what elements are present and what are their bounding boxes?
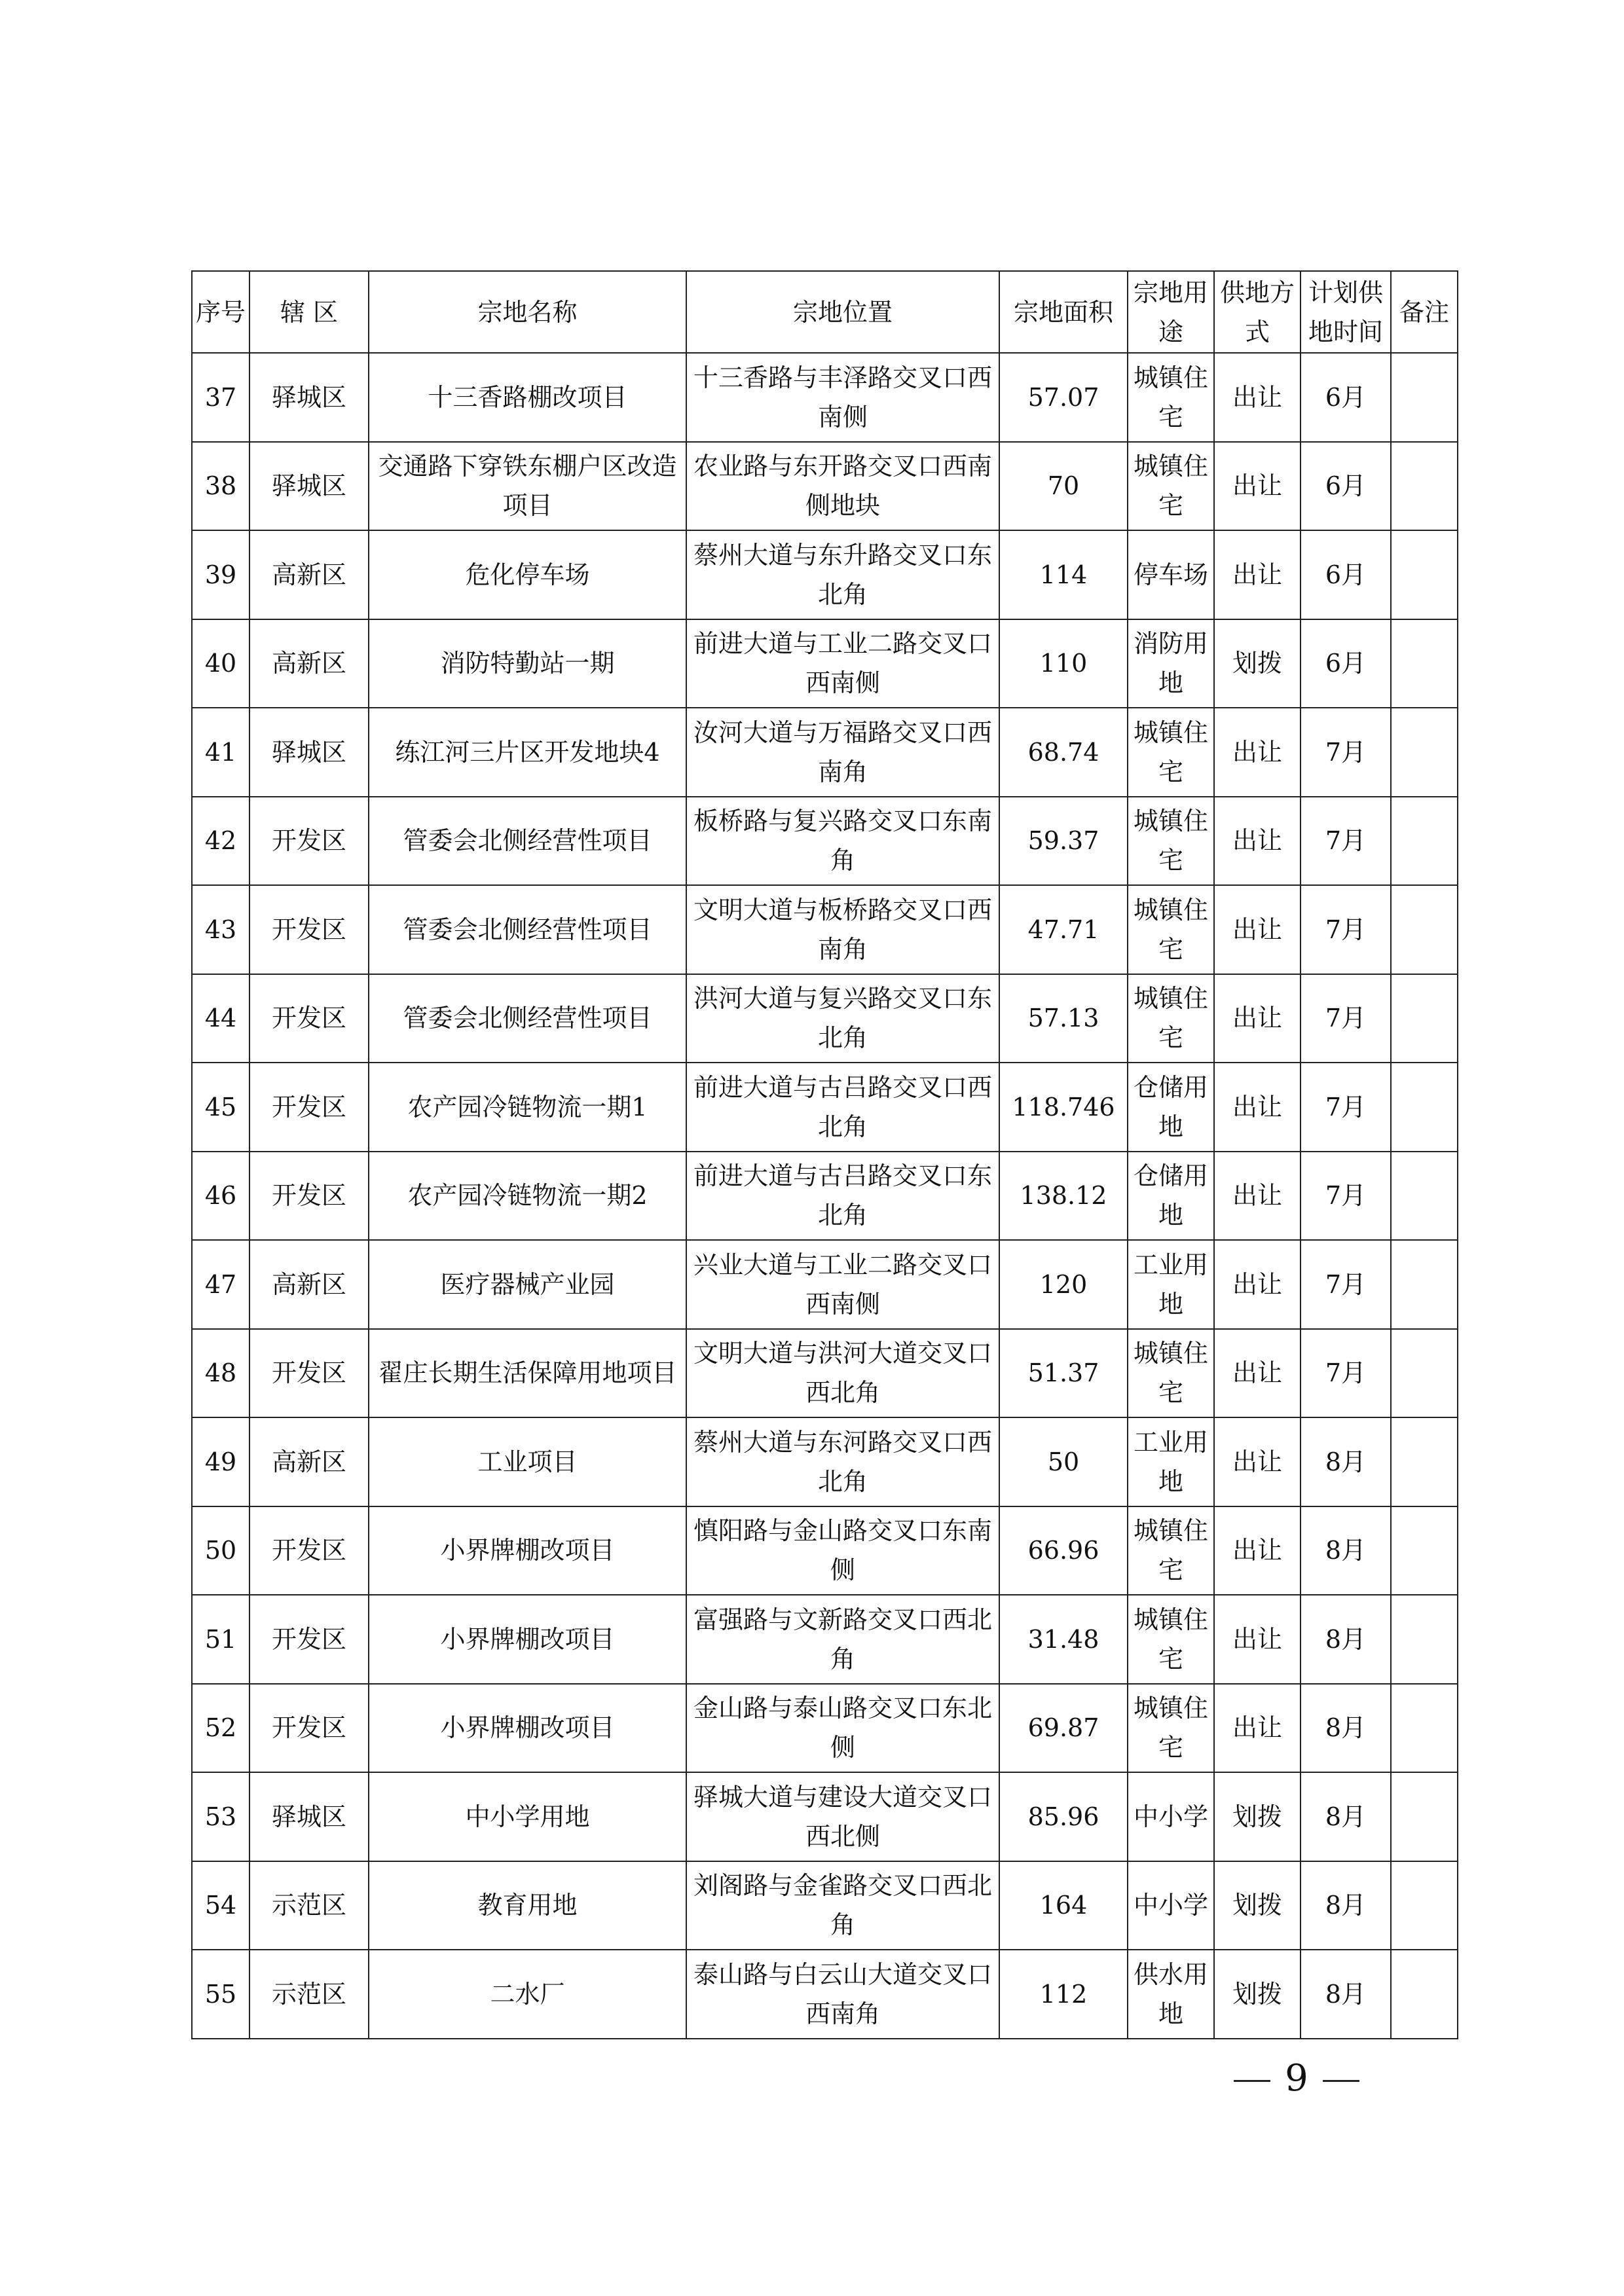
cell-remarks [1391, 1417, 1458, 1506]
cell-location: 前进大道与古吕路交叉口西北角 [686, 1063, 999, 1152]
cell-planned-time: 6月 [1301, 530, 1391, 619]
cell-planned-time: 8月 [1301, 1950, 1391, 2039]
cell-remarks [1391, 708, 1458, 797]
cell-location: 文明大道与洪河大道交叉口西北角 [686, 1329, 999, 1418]
cell-area: 59.37 [999, 797, 1128, 886]
cell-seq: 40 [192, 619, 249, 708]
cell-location: 兴业大道与工业二路交叉口西南侧 [686, 1240, 999, 1329]
cell-seq: 38 [192, 442, 249, 531]
cell-usage: 城镇住宅 [1128, 797, 1214, 886]
table-row [192, 1329, 1458, 1418]
cell-district: 高新区 [249, 1417, 369, 1506]
cell-usage: 城镇住宅 [1128, 708, 1214, 797]
cell-district: 驿城区 [249, 1772, 369, 1861]
table-row [192, 974, 1458, 1063]
cell-district: 高新区 [249, 619, 369, 708]
cell-supply-method: 出让 [1214, 1684, 1301, 1773]
cell-area: 51.37 [999, 1329, 1128, 1418]
cell-supply-method: 出让 [1214, 1506, 1301, 1595]
cell-usage: 消防用地 [1128, 619, 1214, 708]
cell-seq: 45 [192, 1063, 249, 1152]
cell-remarks [1391, 530, 1458, 619]
cell-remarks [1391, 1772, 1458, 1861]
cell-seq: 46 [192, 1152, 249, 1241]
cell-parcel-name: 练江河三片区开发地块4 [369, 708, 686, 797]
cell-seq: 44 [192, 974, 249, 1063]
header-area: 宗地面积 [999, 271, 1128, 353]
cell-area: 110 [999, 619, 1128, 708]
cell-supply-method: 出让 [1214, 1595, 1301, 1684]
cell-seq: 49 [192, 1417, 249, 1506]
cell-parcel-name: 危化停车场 [369, 530, 686, 619]
cell-location: 前进大道与工业二路交叉口西南侧 [686, 619, 999, 708]
cell-planned-time: 7月 [1301, 1329, 1391, 1418]
footer-dash-left [1234, 2080, 1270, 2082]
cell-usage: 工业用地 [1128, 1240, 1214, 1329]
cell-parcel-name: 管委会北侧经营性项目 [369, 885, 686, 974]
cell-supply-method: 出让 [1214, 442, 1301, 531]
cell-planned-time: 6月 [1301, 353, 1391, 442]
cell-remarks [1391, 885, 1458, 974]
table-row [192, 797, 1458, 886]
cell-remarks [1391, 1063, 1458, 1152]
cell-remarks [1391, 353, 1458, 442]
cell-remarks [1391, 1861, 1458, 1950]
cell-area: 118.746 [999, 1063, 1128, 1152]
cell-parcel-name: 管委会北侧经营性项目 [369, 797, 686, 886]
cell-usage: 仓储用地 [1128, 1152, 1214, 1241]
cell-parcel-name: 交通路下穿铁东棚户区改造项目 [369, 442, 686, 531]
land-supply-table [191, 270, 1458, 2039]
cell-remarks [1391, 1506, 1458, 1595]
table-row [192, 1506, 1458, 1595]
footer-dash-right [1323, 2080, 1359, 2082]
table-row [192, 442, 1458, 531]
cell-parcel-name: 小界牌棚改项目 [369, 1595, 686, 1684]
table-row [192, 708, 1458, 797]
cell-usage: 城镇住宅 [1128, 974, 1214, 1063]
cell-remarks [1391, 1684, 1458, 1773]
cell-district: 开发区 [249, 1063, 369, 1152]
cell-district: 驿城区 [249, 442, 369, 531]
page-footer [1198, 2056, 1395, 2102]
cell-area: 68.74 [999, 708, 1128, 797]
cell-usage: 城镇住宅 [1128, 442, 1214, 531]
cell-remarks [1391, 1329, 1458, 1418]
cell-location: 蔡州大道与东升路交叉口东北角 [686, 530, 999, 619]
cell-seq: 48 [192, 1329, 249, 1418]
cell-planned-time: 8月 [1301, 1684, 1391, 1773]
cell-location: 十三香路与丰泽路交叉口西南侧 [686, 353, 999, 442]
cell-district: 开发区 [249, 1329, 369, 1418]
cell-supply-method: 划拨 [1214, 1772, 1301, 1861]
cell-planned-time: 6月 [1301, 619, 1391, 708]
cell-usage: 中小学 [1128, 1861, 1214, 1950]
table-body [192, 353, 1458, 2039]
cell-parcel-name: 十三香路棚改项目 [369, 353, 686, 442]
header-remarks: 备注 [1391, 271, 1458, 353]
table-row [192, 885, 1458, 974]
cell-usage: 仓储用地 [1128, 1063, 1214, 1152]
cell-area: 50 [999, 1417, 1128, 1506]
cell-district: 开发区 [249, 885, 369, 974]
cell-area: 138.12 [999, 1152, 1128, 1241]
cell-location: 板桥路与复兴路交叉口东南角 [686, 797, 999, 886]
cell-supply-method: 出让 [1214, 1329, 1301, 1418]
cell-location: 蔡州大道与东河路交叉口西北角 [686, 1417, 999, 1506]
cell-seq: 41 [192, 708, 249, 797]
cell-seq: 47 [192, 1240, 249, 1329]
table-row [192, 1417, 1458, 1506]
cell-planned-time: 8月 [1301, 1506, 1391, 1595]
table-row [192, 1861, 1458, 1950]
cell-district: 开发区 [249, 1506, 369, 1595]
cell-planned-time: 7月 [1301, 708, 1391, 797]
cell-district: 开发区 [249, 797, 369, 886]
table-row [192, 530, 1458, 619]
cell-supply-method: 出让 [1214, 353, 1301, 442]
header-location: 宗地位置 [686, 271, 999, 353]
cell-district: 高新区 [249, 530, 369, 619]
cell-area: 47.71 [999, 885, 1128, 974]
header-usage: 宗地用途 [1128, 271, 1214, 353]
cell-area: 114 [999, 530, 1128, 619]
cell-remarks [1391, 1152, 1458, 1241]
cell-seq: 50 [192, 1506, 249, 1595]
cell-supply-method: 出让 [1214, 530, 1301, 619]
cell-supply-method: 划拨 [1214, 1950, 1301, 2039]
cell-area: 164 [999, 1861, 1128, 1950]
cell-usage: 停车场 [1128, 530, 1214, 619]
cell-planned-time: 7月 [1301, 974, 1391, 1063]
cell-remarks [1391, 1240, 1458, 1329]
cell-usage: 供水用地 [1128, 1950, 1214, 2039]
cell-usage: 城镇住宅 [1128, 885, 1214, 974]
table-row [192, 619, 1458, 708]
cell-area: 70 [999, 442, 1128, 531]
header-district: 辖 区 [249, 271, 369, 353]
cell-parcel-name: 医疗器械产业园 [369, 1240, 686, 1329]
cell-supply-method: 出让 [1214, 1417, 1301, 1506]
cell-supply-method: 出让 [1214, 1240, 1301, 1329]
cell-supply-method: 出让 [1214, 1063, 1301, 1152]
cell-parcel-name: 农产园冷链物流一期1 [369, 1063, 686, 1152]
cell-location: 洪河大道与复兴路交叉口东北角 [686, 974, 999, 1063]
cell-planned-time: 7月 [1301, 1152, 1391, 1241]
cell-planned-time: 7月 [1301, 1240, 1391, 1329]
cell-location: 金山路与泰山路交叉口东北侧 [686, 1684, 999, 1773]
cell-planned-time: 7月 [1301, 797, 1391, 886]
table-row [192, 1950, 1458, 2039]
cell-parcel-name: 翟庄长期生活保障用地项目 [369, 1329, 686, 1418]
cell-area: 120 [999, 1240, 1128, 1329]
table-row [192, 1152, 1458, 1241]
cell-location: 汝河大道与万福路交叉口西南角 [686, 708, 999, 797]
cell-remarks [1391, 1595, 1458, 1684]
cell-supply-method: 出让 [1214, 708, 1301, 797]
cell-remarks [1391, 1950, 1458, 2039]
cell-usage: 城镇住宅 [1128, 1595, 1214, 1684]
cell-parcel-name: 消防特勤站一期 [369, 619, 686, 708]
cell-seq: 53 [192, 1772, 249, 1861]
cell-area: 66.96 [999, 1506, 1128, 1595]
cell-parcel-name: 工业项目 [369, 1417, 686, 1506]
cell-seq: 51 [192, 1595, 249, 1684]
cell-parcel-name: 小界牌棚改项目 [369, 1684, 686, 1773]
cell-location: 富强路与文新路交叉口西北角 [686, 1595, 999, 1684]
header-seq: 序号 [192, 271, 249, 353]
cell-district: 示范区 [249, 1950, 369, 2039]
cell-district: 驿城区 [249, 708, 369, 797]
cell-parcel-name: 管委会北侧经营性项目 [369, 974, 686, 1063]
cell-remarks [1391, 619, 1458, 708]
header-planned-time: 计划供地时间 [1301, 271, 1391, 353]
cell-parcel-name: 农产园冷链物流一期2 [369, 1152, 686, 1241]
cell-location: 前进大道与古吕路交叉口东北角 [686, 1152, 999, 1241]
cell-seq: 43 [192, 885, 249, 974]
cell-supply-method: 划拨 [1214, 1861, 1301, 1950]
header-parcel-name: 宗地名称 [369, 271, 686, 353]
cell-supply-method: 出让 [1214, 974, 1301, 1063]
cell-area: 85.96 [999, 1772, 1128, 1861]
cell-location: 泰山路与白云山大道交叉口西南角 [686, 1950, 999, 2039]
cell-supply-method: 出让 [1214, 1152, 1301, 1241]
table-row [192, 1684, 1458, 1773]
cell-seq: 39 [192, 530, 249, 619]
cell-area: 112 [999, 1950, 1128, 2039]
table-row [192, 1240, 1458, 1329]
cell-parcel-name: 教育用地 [369, 1861, 686, 1950]
cell-usage: 城镇住宅 [1128, 353, 1214, 442]
cell-area: 57.13 [999, 974, 1128, 1063]
cell-district: 驿城区 [249, 353, 369, 442]
table-header-row [192, 271, 1458, 353]
cell-planned-time: 7月 [1301, 885, 1391, 974]
cell-parcel-name: 中小学用地 [369, 1772, 686, 1861]
cell-location: 驿城大道与建设大道交叉口西北侧 [686, 1772, 999, 1861]
cell-usage: 城镇住宅 [1128, 1506, 1214, 1595]
cell-planned-time: 8月 [1301, 1772, 1391, 1861]
table-row [192, 1595, 1458, 1684]
cell-area: 69.87 [999, 1684, 1128, 1773]
cell-usage: 城镇住宅 [1128, 1684, 1214, 1773]
cell-district: 开发区 [249, 1595, 369, 1684]
table-row [192, 1063, 1458, 1152]
cell-district: 开发区 [249, 1684, 369, 1773]
cell-parcel-name: 小界牌棚改项目 [369, 1506, 686, 1595]
cell-district: 高新区 [249, 1240, 369, 1329]
cell-remarks [1391, 442, 1458, 531]
header-supply-method: 供地方式 [1214, 271, 1301, 353]
cell-seq: 37 [192, 353, 249, 442]
cell-supply-method: 划拨 [1214, 619, 1301, 708]
cell-seq: 55 [192, 1950, 249, 2039]
page-number: 9 [1285, 2057, 1308, 2100]
cell-supply-method: 出让 [1214, 797, 1301, 886]
cell-location: 农业路与东开路交叉口西南侧地块 [686, 442, 999, 531]
cell-location: 刘阁路与金雀路交叉口西北角 [686, 1861, 999, 1950]
cell-planned-time: 6月 [1301, 442, 1391, 531]
table-row [192, 1772, 1458, 1861]
cell-usage: 中小学 [1128, 1772, 1214, 1861]
cell-remarks [1391, 974, 1458, 1063]
cell-planned-time: 8月 [1301, 1417, 1391, 1506]
table-row [192, 353, 1458, 442]
cell-seq: 52 [192, 1684, 249, 1773]
cell-district: 开发区 [249, 1152, 369, 1241]
cell-planned-time: 8月 [1301, 1861, 1391, 1950]
cell-area: 57.07 [999, 353, 1128, 442]
cell-seq: 54 [192, 1861, 249, 1950]
cell-planned-time: 8月 [1301, 1595, 1391, 1684]
cell-remarks [1391, 797, 1458, 886]
cell-usage: 城镇住宅 [1128, 1329, 1214, 1418]
cell-usage: 工业用地 [1128, 1417, 1214, 1506]
cell-location: 慎阳路与金山路交叉口东南侧 [686, 1506, 999, 1595]
cell-seq: 42 [192, 797, 249, 886]
cell-district: 开发区 [249, 974, 369, 1063]
cell-parcel-name: 二水厂 [369, 1950, 686, 2039]
cell-district: 示范区 [249, 1861, 369, 1950]
cell-supply-method: 出让 [1214, 885, 1301, 974]
cell-planned-time: 7月 [1301, 1063, 1391, 1152]
cell-location: 文明大道与板桥路交叉口西南角 [686, 885, 999, 974]
cell-area: 31.48 [999, 1595, 1128, 1684]
